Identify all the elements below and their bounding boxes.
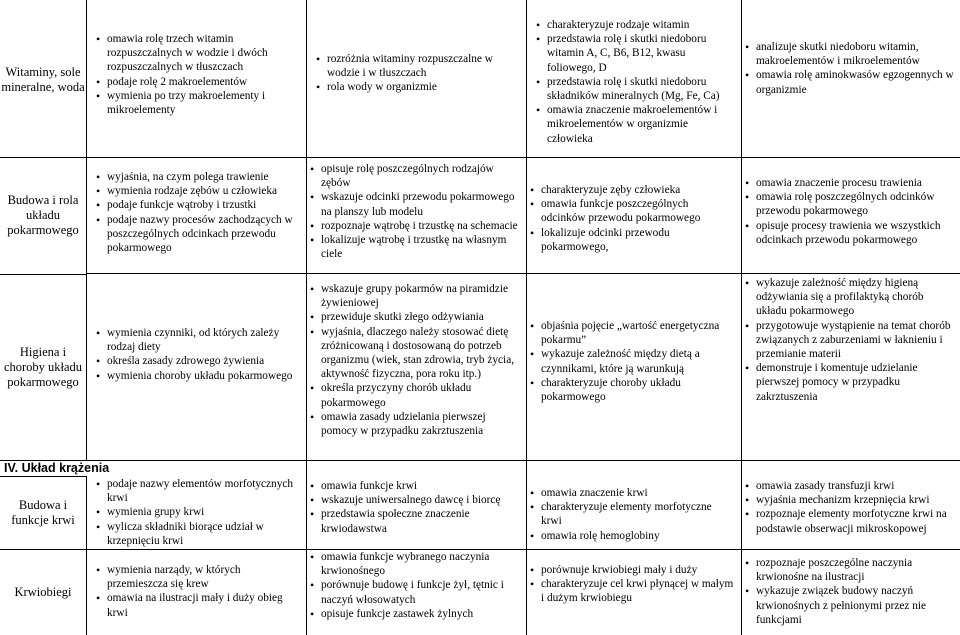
list-item: • wyjaśnia mechanizm krzepnięcia krwi — [745, 493, 957, 507]
column-divider — [741, 0, 742, 635]
list-item: • charakteryzuje elementy morfotyczne krwi — [530, 500, 735, 528]
topic-label: Budowa i rola układu pokarmowego — [7, 193, 79, 237]
list-item: • podaje rolę 2 makroelementów — [96, 75, 301, 89]
list-item: • wymienia po trzy makroelementy i mikroelementy — [96, 89, 301, 117]
advanced-requirements-cell — [530, 319, 735, 404]
list-item: • wskazuje odcinki przewodu pokarmowego na planszy lub modelu — [310, 190, 522, 218]
list-item: • lokalizuje wątrobę i trzustkę na własnym ciele — [310, 233, 522, 261]
list-item: • omawia znaczenie procesu trawienia — [745, 176, 957, 190]
column-divider — [86, 0, 87, 635]
row-divider — [0, 460, 960, 461]
list-item: • wymienia narządy, w których przemieszcza się krew — [96, 563, 301, 591]
list-item: • opisuje rolę poszczególnych rodzajów zębów — [310, 162, 522, 190]
list-item: • wyjaśnia, dlaczego należy stosować dietę zróżnicowaną i dostosowaną do potrzeb organizmu (wiek, stan zdrowia, tryb życia, aktywność fizyczna, pora roku itp.) — [310, 325, 522, 382]
list-item: • wymienia czynniki, od których zależy rodzaj diety — [96, 326, 301, 354]
full-requirements-cell — [745, 40, 957, 97]
full-requirements-cell — [745, 176, 957, 247]
full-requirements-cell — [745, 276, 957, 404]
list-item: • rozróżnia witaminy rozpuszczalne w wodzie i w tłuszczach — [316, 52, 521, 80]
row-divider — [86, 273, 960, 274]
list-item: • wskazuje grupy pokarmów na piramidzie żywieniowej — [310, 282, 522, 310]
list-item: • wymienia rodzaje zębów u człowieka — [96, 184, 301, 198]
advanced-requirements-cell — [530, 486, 735, 543]
list-item: • przewiduje skutki złego odżywiania — [310, 310, 522, 324]
basic-requirements-cell — [96, 563, 301, 620]
list-item: • opisuje funkcje zastawek żylnych — [310, 607, 522, 621]
list-item: • podaje funkcje wątroby i trzustki — [96, 198, 301, 212]
list-item: • omawia znaczenie makroelementów i mikroelementów w organizmie człowieka — [536, 103, 736, 146]
list-item: • omawia rolę hemoglobiny — [530, 529, 735, 543]
column-divider — [306, 0, 307, 635]
list-item: • podaje nazwy procesów zachodzących w poszczególnych odcinkach przewodu pokarmowego — [96, 213, 301, 256]
topic-label: Budowa i funkcje krwi — [11, 498, 75, 527]
list-item: • rozpoznaje wątrobę i trzustkę na schemacie — [310, 219, 522, 233]
advanced-requirements-cell — [530, 183, 735, 254]
list-item: • przedstawia rolę i skutki niedoboru witamin A, C, B6, B12, kwasu foliowego, D — [536, 32, 736, 75]
list-item: • objaśnia pojęcie „wartość energetyczna pokarmu” — [530, 319, 735, 347]
list-item: • omawia funkcje wybranego naczynia krwionośnego — [310, 550, 522, 578]
list-item: • omawia funkcje krwi — [310, 479, 522, 493]
list-item: • określa przyczyny chorób układu pokarmowego — [310, 381, 522, 409]
topic-label: Krwiobiegi — [14, 585, 72, 599]
list-item: • rozpoznaje poszczególne naczynia krwionośne na ilustracji — [745, 556, 957, 584]
list-item: • wylicza składniki biorące udział w krzepnięciu krwi — [96, 520, 301, 548]
list-item: • omawia znaczenie krwi — [530, 486, 735, 500]
list-item: • wykazuje zależność między higieną odżywiania się a profilaktyką chorób układu pokarmowego — [745, 276, 957, 319]
list-item: • wskazuje uniwersalnego dawcę i biorcę — [310, 493, 522, 507]
list-item: • wykazuje zależność między dietą a czynnikami, które ją warunkują — [530, 347, 735, 375]
extended-requirements-cell — [310, 282, 522, 438]
list-item: • przedstawia społeczne znaczenie krwiodawstwa — [310, 507, 522, 535]
extended-requirements-cell — [316, 52, 521, 95]
list-item: • porównuje krwiobiegi mały i duży — [530, 563, 735, 577]
list-item: • wykazuje związek budowy naczyń krwionośnych z pełnionymi przez nie funkcjami — [745, 584, 957, 627]
list-item: • omawia zasady udzielania pierwszej pomocy w przypadku zakrztuszenia — [310, 410, 522, 438]
list-item: • przygotowuje wystąpienie na temat chorób związanych z zaburzeniami w łaknieniu i przemianie materii — [745, 319, 957, 362]
list-item: • określa zasady zdrowego żywienia — [96, 354, 301, 368]
advanced-requirements-cell — [536, 18, 736, 146]
list-item: • omawia rolę trzech witamin rozpuszczalnych w wodzie i dwóch rozpuszczalnych w tłuszczach — [96, 32, 301, 75]
list-item: • wymienia choroby układu pokarmowego — [96, 369, 301, 383]
list-item: • rola wody w organizmie — [316, 80, 521, 94]
list-item: • porównuje budowę i funkcje żył, tętnic i naczyń włosowatych — [310, 578, 522, 606]
topic-label: Witaminy, sole mineralne, woda — [1, 65, 85, 94]
extended-requirements-cell — [310, 162, 522, 261]
list-item: • podaje nazwy elementów morfotycznych krwi — [96, 477, 301, 505]
list-item: • omawia zasady transfuzji krwi — [745, 479, 957, 493]
list-item: • omawia rolę poszczególnych odcinków przewodu pokarmowego — [745, 190, 957, 218]
list-item: • wyjaśnia, na czym polega trawienie — [96, 170, 301, 184]
column-divider — [526, 0, 527, 635]
basic-requirements-cell — [96, 170, 301, 255]
list-item: • opisuje procesy trawienia we wszystkich odcinkach przewodu pokarmowego — [745, 219, 957, 247]
full-requirements-cell — [745, 479, 957, 536]
list-item: • charakteryzuje choroby układu pokarmowego — [530, 376, 735, 404]
extended-requirements-cell — [310, 479, 522, 536]
full-requirements-cell — [745, 556, 957, 627]
advanced-requirements-cell — [530, 563, 735, 606]
basic-requirements-cell — [96, 477, 301, 548]
list-item: • omawia na ilustracji mały i duży obieg krwi — [96, 591, 301, 619]
list-item: • rozpoznaje elementy morfotyczne krwi na podstawie obserwacji mikroskopowej — [745, 507, 957, 535]
section-heading: IV. Układ krążenia — [4, 461, 112, 476]
extended-requirements-cell — [310, 550, 522, 621]
list-item: • wymienia grupy krwi — [96, 505, 301, 519]
basic-requirements-cell — [96, 32, 301, 117]
topic-label: Higiena i choroby układu pokarmowego — [3, 345, 83, 389]
list-item: • demonstruje i komentuje udzielanie pierwszej pomocy w przypadku zakrztuszenia — [745, 361, 957, 404]
list-item: • przedstawia rolę i skutki niedoboru składników mineralnych (Mg, Fe, Ca) — [536, 75, 736, 103]
list-item: • omawia funkcje poszczególnych odcinków przewodu pokarmowego — [530, 197, 735, 225]
row-divider — [0, 157, 960, 158]
list-item: • analizuje skutki niedoboru witamin, makroelementów i mikroelementów — [745, 40, 957, 68]
list-item: • charakteryzuje zęby człowieka — [530, 183, 735, 197]
list-item: • lokalizuje odcinki przewodu pokarmowego, — [530, 226, 735, 254]
list-item: • charakteryzuje cel krwi płynącej w małym i dużym krwiobiegu — [530, 577, 735, 605]
list-item: • charakteryzuje rodzaje witamin — [536, 18, 736, 32]
list-item: • omawia rolę aminokwasów egzogennych w organizmie — [745, 68, 957, 96]
basic-requirements-cell — [96, 326, 301, 383]
